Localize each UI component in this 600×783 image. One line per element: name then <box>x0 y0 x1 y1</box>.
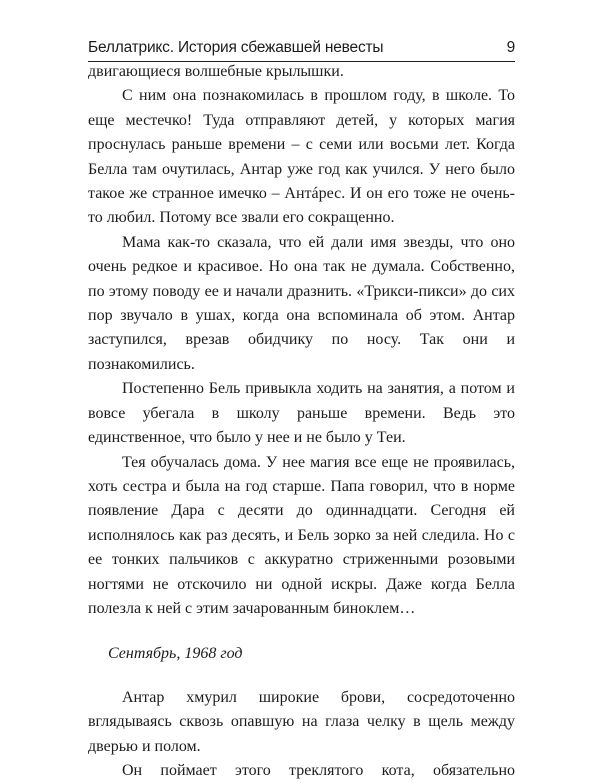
page-number: 9 <box>506 39 515 56</box>
paragraph: Он поймает этого треклятого кота, обязательно <box>122 761 515 779</box>
paragraph: Мама как-то сказала, что ей дали имя звезды, что оно очень редкое и красивое. Но она так не думала. Собственно, по этому поводу ее и начали дразнить. «Трикси-пикси» до сих пор звучало в ушах, когда она вспоминала об этом. Антар заступился, врезав обидчику по носу. Так они и познакомились. <box>88 233 515 373</box>
paragraph: Тея обучалась дома. У нее магия все еще не проявилась, хоть сестра и была на год старше. Папа говорил, что в норме появление Дара с десяти до одиннадцати. Сегодня ей исполнялось как раз десять, и Бель зорко за ней следила. Но с ее тонких пальчиков с аккуратно стриженными розовыми ногтями не отскочило ни одной искры. Даже когда Белла полезла к ней с этим зачарованным биноклем… <box>88 453 515 617</box>
body-text <box>88 60 515 783</box>
paragraph: С ним она познакомилась в прошлом году, в школе. То еще местечко! Туда отправляют детей, у которых магия проснулась раньше времени – с семи или восьми лет. Когда Белла там очутилась, Антар уже год как учился. У него было такое же странное имечко – Антáрес. И он его тоже не очень-то любил. Потому все звали его сокращенно. <box>88 87 515 227</box>
paragraph: Постепенно Бель привыкла ходить на занятия, а потом и вовсе убегала в школу раньше времени. Ведь это единственное, что было у нее и не было у Теи. <box>88 380 515 447</box>
book-title: Беллатрикс. История сбежавшей невесты <box>88 39 384 56</box>
paragraph: Антар хмурил широкие брови, сосредоточенно вглядываясь сквозь опавшую на глаза челку в щель между дверью и полом. <box>88 688 515 755</box>
section-date-heading: Сентябрь, 1968 год <box>108 645 243 663</box>
running-header <box>88 37 515 59</box>
paragraph: двигающиеся волшебные крылышки. <box>88 63 344 80</box>
